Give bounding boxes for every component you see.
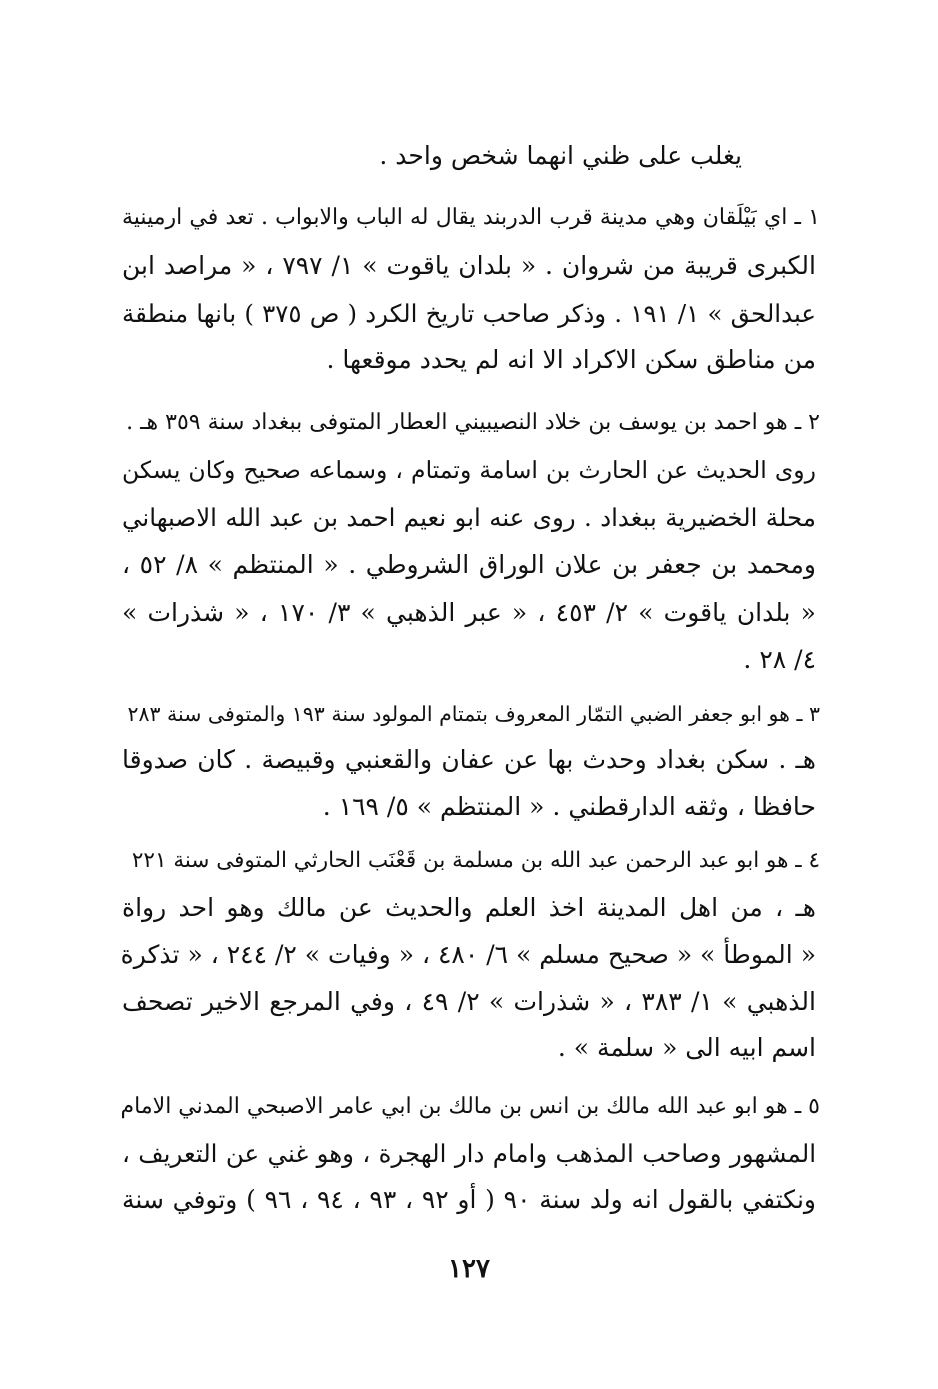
footnote-line: عبدالحق » ١/ ١٩١ . وذكر صاحب تاريخ الكرد ( ص ٣٧٥ ) بانها منطقة (122, 299, 816, 328)
footnote-line: الذهبي » ١/ ٣٨٣ ، « شذرات » ٢/ ٤٩ ، وفي المرجع الاخير تصحف (122, 987, 816, 1016)
footnote-line: ٣ ـ هو ابو جعفر الضبي التمّار المعروف بتمتام المولود سنة ١٩٣ والمتوفى سنة ٢٨٣ (127, 702, 820, 726)
footnote-line: اسم ابيه الى « سلمة » . (557, 1033, 816, 1062)
footnote-line: ٢ ـ هو احمد بن يوسف بن خلاد النصيبيني العطار المتوفى ببغداد سنة ٣٥٩ هـ . (126, 410, 820, 435)
footnote-line: ٤/ ٢٨ . (743, 645, 816, 674)
footnote-line: هـ ، من اهل المدينة اخذ العلم والحديث عن مالك وهو احد رواة (122, 893, 816, 922)
footnote-line: المشهور وصاحب المذهب وامام دار الهجرة ، وهو غني عن التعريف ، (122, 1139, 816, 1168)
footnote-line: من مناطق سكن الاكراد الا انه لم يحدد موقعها . (326, 345, 816, 374)
footnote-line: هـ . سكن بغداد وحدث بها عن عفان والقعنبي وقبيصة . كان صدوقا (122, 745, 816, 774)
footnote-line: ٤ ـ هو ابو عبد الرحمن عبد الله بن مسلمة بن قَعْنَب الحارثي المتوفى سنة ٢٢١ (131, 848, 820, 873)
intro-line: يغلب على ظني انهما شخص واحد . (379, 141, 742, 170)
footnote-line: محلة الخضيرية ببغداد . روى عنه ابو نعيم احمد بن عبد الله الاصبهاني (122, 503, 816, 532)
footnote-line: روى الحديث عن الحارث بن اسامة وتمتام ، وسماعه صحيح وكان يسكن (122, 456, 816, 484)
footnote-line: حافظا ، وثقه الدارقطني . « المنتظم » ٥/ ١٦٩ . (322, 792, 816, 821)
footnote-line: ونكتفي بالقول انه ولد سنة ٩٠ ( أو ٩٢ ، ٩٣ ، ٩٤ ، ٩٦ ) وتوفي سنة (122, 1185, 816, 1214)
footnote-line: ٥ ـ هو ابو عبد الله مالك بن انس بن مالك بن ابي عامر الاصبحي المدني الامام (120, 1094, 820, 1119)
footnote-line: ١ ـ اي بَيْلَقان وهي مدينة قرب الدربند يقال له الباب والابواب . تعد في ارمينية (122, 205, 820, 230)
footnote-line: الكبرى قريبة من شروان . « بلدان ياقوت » ١/ ٧٩٧ ، « مراصد ابن (122, 251, 816, 280)
page-number: ١٢٧ (448, 1254, 490, 1284)
footnote-line: ومحمد بن جعفر بن علان الوراق الشروطي . « المنتظم » ٨/ ٥٢ ، (122, 550, 817, 579)
footnote-line: « بلدان ياقوت » ٢/ ٤٥٣ ، « عبر الذهبي » ٣/ ١٧٠ ، « شذرات » (122, 598, 816, 627)
footnote-line: « الموطأ » « صحيح مسلم » ٦/ ٤٨٠ ، « وفيات » ٢/ ٢٤٤ ، « تذكرة (120, 940, 816, 969)
